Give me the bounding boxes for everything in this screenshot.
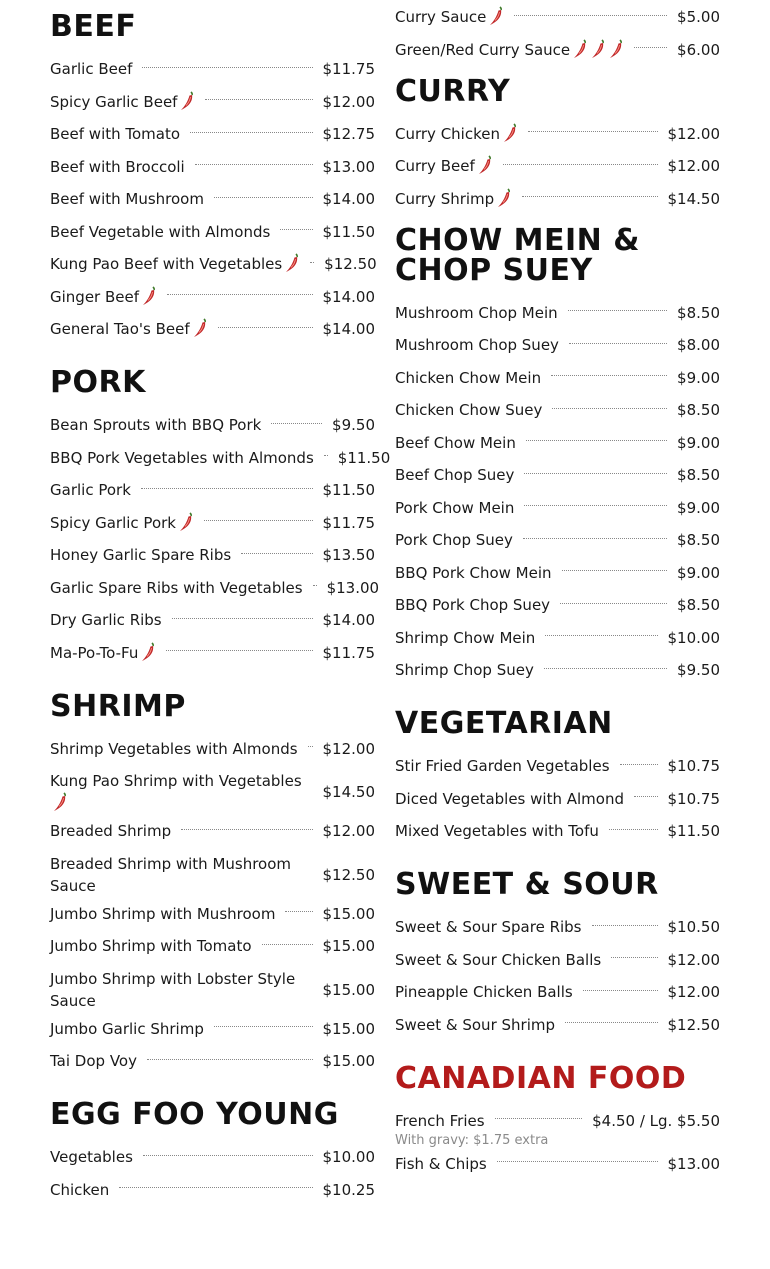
menu-item-name: Ma-Po-To-Fu xyxy=(50,642,156,664)
menu-item-name: Curry Sauce xyxy=(395,6,504,28)
menu-item xyxy=(395,594,720,616)
chili-pepper-icon xyxy=(608,39,624,59)
menu-item-price: $10.75 xyxy=(667,789,720,808)
dotted-leader xyxy=(324,455,328,456)
dotted-leader xyxy=(119,1187,312,1188)
menu-item-price: $12.00 xyxy=(667,950,720,969)
menu-item-price: $14.50 xyxy=(322,783,375,801)
section-title: SHRIMP xyxy=(50,688,186,724)
menu-item-price: $11.50 xyxy=(322,222,375,241)
menu-item-price: $12.00 xyxy=(667,983,720,1001)
menu-item-price: $13.00 xyxy=(326,578,380,597)
menu-item-price: $9.00 xyxy=(677,433,720,452)
menu-item xyxy=(50,1018,375,1040)
menu-item xyxy=(50,318,375,340)
menu-item-name: Pork Chow Mein xyxy=(395,498,515,517)
menu-item-note: With gravy: $1.75 extra xyxy=(395,1132,549,1148)
menu-item-price: $10.75 xyxy=(667,757,720,775)
menu-item-name: Jumbo Shrimp with Tomato xyxy=(50,937,252,955)
menu-item-name: Chicken Chow Mein xyxy=(395,368,542,387)
dotted-leader xyxy=(634,796,658,797)
menu-item xyxy=(50,1050,375,1072)
menu-item xyxy=(50,512,375,534)
menu-item-name: Mixed Vegetables with Tofu xyxy=(395,822,599,840)
menu-item xyxy=(395,659,720,681)
dotted-leader xyxy=(609,829,658,830)
menu-item-price: $15.00 xyxy=(322,904,375,923)
dotted-leader xyxy=(611,957,657,958)
menu-item-name: Pork Chop Suey xyxy=(395,531,513,549)
chili-pepper-icon xyxy=(488,6,504,26)
menu-column-left xyxy=(50,0,391,1211)
dotted-leader xyxy=(147,1059,313,1060)
menu-item xyxy=(50,156,375,178)
menu-item-price: $14.00 xyxy=(322,320,375,338)
menu-item-name: Curry Beef xyxy=(395,155,493,177)
menu-item xyxy=(50,1146,375,1168)
menu-item-name: BBQ Pork Chop Suey xyxy=(395,596,551,614)
menu-item xyxy=(50,221,375,243)
menu-section-pork xyxy=(50,365,391,664)
chili-pepper-icon xyxy=(502,123,518,143)
dotted-leader xyxy=(313,585,317,586)
dotted-leader xyxy=(241,553,312,554)
menu-item-price: $13.00 xyxy=(322,157,375,176)
dotted-leader xyxy=(141,488,313,489)
menu-item-name: Shrimp Chow Mein xyxy=(395,628,536,647)
menu-item-name: Beef Chop Suey xyxy=(395,466,515,484)
menu-item xyxy=(395,302,720,324)
dotted-leader xyxy=(190,132,312,133)
dotted-leader xyxy=(514,15,667,16)
dotted-leader xyxy=(497,1161,658,1162)
menu-section-egg-foo-young xyxy=(50,1097,375,1201)
menu-item xyxy=(50,853,375,897)
section-title: PORK xyxy=(50,365,146,400)
menu-item xyxy=(50,820,375,842)
dotted-leader xyxy=(526,440,667,441)
dotted-leader xyxy=(551,375,667,376)
menu-item-price: $12.00 xyxy=(322,92,375,111)
menu-item xyxy=(50,770,375,814)
menu-item-price: $12.50 xyxy=(324,255,377,273)
menu-item-name: Curry Chicken xyxy=(395,123,518,145)
menu-item-price: $11.75 xyxy=(322,60,375,78)
menu-item xyxy=(395,949,720,971)
menu-item-price: $10.50 xyxy=(667,918,720,936)
menu-item-name: Green/Red Curry Sauce xyxy=(395,39,624,61)
menu-item-price: $8.50 xyxy=(677,401,720,419)
dotted-leader xyxy=(262,944,313,945)
dotted-leader xyxy=(544,668,667,669)
dotted-leader xyxy=(524,473,667,474)
chili-pepper-icon xyxy=(477,155,493,175)
menu-item-name: Curry Shrimp xyxy=(395,188,512,210)
menu-item xyxy=(395,497,720,519)
chili-pepper-icon xyxy=(140,642,156,662)
menu-item-price: $8.50 xyxy=(677,596,720,614)
menu-item-price: $10.00 xyxy=(667,628,720,647)
menu-item-price: $12.00 xyxy=(667,124,720,143)
menu-item-name: Garlic Beef xyxy=(50,60,133,78)
dotted-leader xyxy=(143,1155,313,1156)
menu-item-price: $11.50 xyxy=(322,481,375,499)
dotted-leader xyxy=(569,343,667,344)
menu-item-name: Shrimp Vegetables with Almonds xyxy=(50,739,298,758)
menu-item-name: Dry Garlic Ribs xyxy=(50,611,162,629)
menu-section-vegetarian xyxy=(395,706,720,842)
menu-item xyxy=(50,935,375,957)
chili-pepper-icon xyxy=(496,188,512,208)
dotted-leader xyxy=(218,327,313,328)
menu-item-name: BBQ Pork Chow Mein xyxy=(395,563,552,582)
menu-item xyxy=(50,968,375,1012)
menu-item xyxy=(50,544,375,566)
menu-item-price: $13.00 xyxy=(667,1154,720,1173)
menu-item-price: $5.00 xyxy=(677,8,720,26)
chili-pepper-icon xyxy=(284,253,300,273)
menu-item-name: Chicken Chow Suey xyxy=(395,401,543,419)
menu-item-price: $15.00 xyxy=(322,1019,375,1038)
menu-item xyxy=(50,577,380,599)
menu-item xyxy=(395,367,720,389)
menu-item-price: $9.50 xyxy=(677,661,720,679)
menu-item xyxy=(395,529,720,551)
dotted-leader xyxy=(308,746,313,747)
menu-item xyxy=(50,738,375,760)
menu-section-beef xyxy=(50,9,377,340)
menu-item xyxy=(395,627,720,649)
menu-item xyxy=(395,1110,720,1132)
menu-item-name: Kung Pao Shrimp with Vegetables xyxy=(50,770,305,814)
dotted-leader xyxy=(528,131,658,132)
dotted-leader xyxy=(552,408,667,409)
menu-item-name: Beef with Tomato xyxy=(50,125,181,143)
menu-item xyxy=(395,1153,720,1175)
menu-item-price: $11.50 xyxy=(337,448,391,467)
menu-item-name: Beef with Mushroom xyxy=(50,190,204,208)
menu-item xyxy=(395,39,720,61)
menu-item xyxy=(395,6,720,28)
menu-item-name: Jumbo Shrimp with Mushroom xyxy=(50,904,276,923)
menu-item-name: Jumbo Garlic Shrimp xyxy=(50,1019,204,1038)
chili-pepper-icon xyxy=(192,318,208,338)
menu-item-name: Garlic Spare Ribs with Vegetables xyxy=(50,578,303,597)
menu-item-price: $6.00 xyxy=(677,40,720,59)
section-title: CURRY xyxy=(395,73,511,109)
menu-item-price: $11.75 xyxy=(322,513,375,532)
dotted-leader xyxy=(214,197,313,198)
menu-item xyxy=(50,91,375,113)
menu-item-price: $11.75 xyxy=(322,643,375,662)
menu-item-name: Beef with Broccoli xyxy=(50,157,185,176)
menu-item xyxy=(395,1014,720,1036)
chili-pepper-icon xyxy=(572,39,588,59)
menu-item xyxy=(395,464,720,486)
menu-item-price: $12.50 xyxy=(322,865,375,884)
menu-item-name: Garlic Pork xyxy=(50,481,131,499)
dotted-leader xyxy=(524,505,667,506)
chili-pepper-icon xyxy=(590,39,606,59)
menu-item-price: $12.00 xyxy=(322,739,375,758)
dotted-leader xyxy=(562,570,668,571)
menu-item xyxy=(395,981,720,1003)
menu-item xyxy=(395,123,720,145)
menu-item-name: Chicken xyxy=(50,1180,110,1199)
menu-item-name: Honey Garlic Spare Ribs xyxy=(50,546,232,564)
menu-item xyxy=(50,447,391,469)
section-title: SWEET & SOUR xyxy=(395,867,659,902)
menu-section-curry xyxy=(395,73,720,210)
menu-item xyxy=(395,399,720,421)
menu-item-price: $14.00 xyxy=(322,287,375,306)
menu-item-price: $9.50 xyxy=(332,416,375,434)
menu-item-name: Jumbo Shrimp with Lobster Style Sauce xyxy=(50,969,296,1010)
menu-item-price: $8.50 xyxy=(677,303,720,322)
chili-pepper-icon xyxy=(179,91,195,111)
dotted-leader xyxy=(271,423,322,424)
menu-item xyxy=(50,286,375,308)
menu-item-name: General Tao's Beef xyxy=(50,318,208,340)
menu-item-name: Kung Pao Beef with Vegetables xyxy=(50,253,300,275)
menu-item-name: Mushroom Chop Mein xyxy=(395,303,558,322)
dotted-leader xyxy=(310,262,314,263)
dotted-leader xyxy=(195,164,313,165)
menu-section-sweet-sour xyxy=(395,867,720,1036)
menu-item-name: Stir Fried Garden Vegetables xyxy=(395,757,610,775)
menu-item-price: $12.75 xyxy=(322,125,375,143)
menu-item-name: Fish & Chips xyxy=(395,1154,487,1173)
menu-item-price: $14.50 xyxy=(667,189,720,208)
menu-item-price: $12.00 xyxy=(667,157,720,175)
menu-item xyxy=(395,788,720,810)
dotted-leader xyxy=(545,635,657,636)
menu-item-price: $14.00 xyxy=(322,190,375,208)
section-title: VEGETARIAN xyxy=(395,706,613,741)
menu-item-price: $4.50 / Lg. $5.50 xyxy=(592,1111,720,1130)
menu-item-price: $8.50 xyxy=(677,466,720,484)
menu-section-canadian-food xyxy=(395,1060,720,1175)
menu-item xyxy=(50,903,375,925)
menu-item-price: $13.50 xyxy=(322,546,375,564)
dotted-leader xyxy=(620,764,658,765)
menu-item-price: $9.00 xyxy=(677,563,720,582)
dotted-leader xyxy=(285,911,312,912)
menu-item-name: Beef Vegetable with Almonds xyxy=(50,222,271,241)
menu-item xyxy=(50,1179,375,1201)
section-title: EGG FOO YOUNG xyxy=(50,1097,339,1132)
dotted-leader xyxy=(167,294,312,295)
menu-section-shrimp xyxy=(50,688,375,1073)
menu-item-name: French Fries xyxy=(395,1111,485,1130)
dotted-leader xyxy=(560,603,667,604)
dotted-leader xyxy=(503,164,658,165)
dotted-leader xyxy=(565,1022,658,1023)
menu-item-name: Sweet & Sour Spare Ribs xyxy=(395,918,582,936)
menu-item-price: $15.00 xyxy=(322,937,375,955)
menu-item-name: Breaded Shrimp xyxy=(50,822,172,840)
menu-item-price: $8.00 xyxy=(677,336,720,354)
menu-item xyxy=(50,58,375,80)
dotted-leader xyxy=(568,310,667,311)
menu-item-name: Beef Chow Mein xyxy=(395,433,516,452)
menu-item-name: Pineapple Chicken Balls xyxy=(395,983,573,1001)
menu-item-price: $10.00 xyxy=(322,1148,375,1166)
dotted-leader xyxy=(172,618,313,619)
dotted-leader xyxy=(214,1026,313,1027)
menu-item xyxy=(50,609,375,631)
menu-item-price: $12.50 xyxy=(667,1015,720,1034)
menu-item-name: Bean Sprouts with BBQ Pork xyxy=(50,416,262,434)
dotted-leader xyxy=(583,990,658,991)
menu-item xyxy=(395,562,720,584)
dotted-leader xyxy=(142,67,312,68)
menu-item xyxy=(50,642,375,664)
menu-item xyxy=(395,755,720,777)
menu-section-chow-mein-chop-suey xyxy=(395,222,720,682)
menu-item-price: $15.00 xyxy=(322,980,375,999)
menu-item-name: Diced Vegetables with Almond xyxy=(395,789,624,808)
section-title: CHOW MEIN & CHOP SUEY xyxy=(395,222,640,288)
menu-item-price: $15.00 xyxy=(322,1052,375,1070)
menu-item xyxy=(395,916,720,938)
menu-column-right xyxy=(395,6,720,1185)
dotted-leader xyxy=(523,538,667,539)
menu-item xyxy=(50,188,375,210)
menu-section-continued xyxy=(395,6,720,61)
menu-item-name: Mushroom Chop Suey xyxy=(395,336,559,354)
menu-item-name: Sweet & Sour Chicken Balls xyxy=(395,950,602,969)
dotted-leader xyxy=(495,1118,583,1119)
menu-item xyxy=(395,334,720,356)
dotted-leader xyxy=(181,829,312,830)
menu-item-name: Spicy Garlic Beef xyxy=(50,91,195,113)
menu-item-name: BBQ Pork Vegetables with Almonds xyxy=(50,448,314,467)
menu-item-name: Tai Dop Voy xyxy=(50,1052,137,1070)
menu-item xyxy=(50,414,375,436)
dotted-leader xyxy=(205,99,312,100)
chili-pepper-icon xyxy=(52,792,68,812)
dotted-leader xyxy=(280,229,312,230)
dotted-leader xyxy=(592,925,658,926)
menu-item xyxy=(50,123,375,145)
menu-item xyxy=(395,188,720,210)
menu-item-price: $12.00 xyxy=(322,822,375,840)
section-title: BEEF xyxy=(50,9,137,44)
menu-item xyxy=(395,820,720,842)
menu-item-price: $10.25 xyxy=(322,1180,375,1199)
menu-item-name: Breaded Shrimp with Mushroom Sauce xyxy=(50,854,292,895)
dotted-leader xyxy=(166,650,312,651)
menu-item xyxy=(395,432,720,454)
menu-item-price: $9.00 xyxy=(677,498,720,517)
menu-item-price: $9.00 xyxy=(677,368,720,387)
dotted-leader xyxy=(522,196,657,197)
menu-item-price: $14.00 xyxy=(322,611,375,629)
menu-item xyxy=(395,155,720,177)
menu-item-name: Sweet & Sour Shrimp xyxy=(395,1015,555,1034)
menu-item-name: Shrimp Chop Suey xyxy=(395,661,534,679)
section-title: CANADIAN FOOD xyxy=(395,1060,687,1096)
chili-pepper-icon xyxy=(178,512,194,532)
menu-item-price: $11.50 xyxy=(667,822,720,840)
menu-item-name: Vegetables xyxy=(50,1148,133,1166)
chili-pepper-icon xyxy=(141,286,157,306)
menu-item xyxy=(50,479,375,501)
menu-item-name: Ginger Beef xyxy=(50,286,157,308)
dotted-leader xyxy=(204,520,313,521)
dotted-leader xyxy=(634,47,667,48)
menu-item-name: Spicy Garlic Pork xyxy=(50,512,194,534)
menu-item-price: $8.50 xyxy=(677,531,720,549)
menu-item xyxy=(50,253,375,275)
